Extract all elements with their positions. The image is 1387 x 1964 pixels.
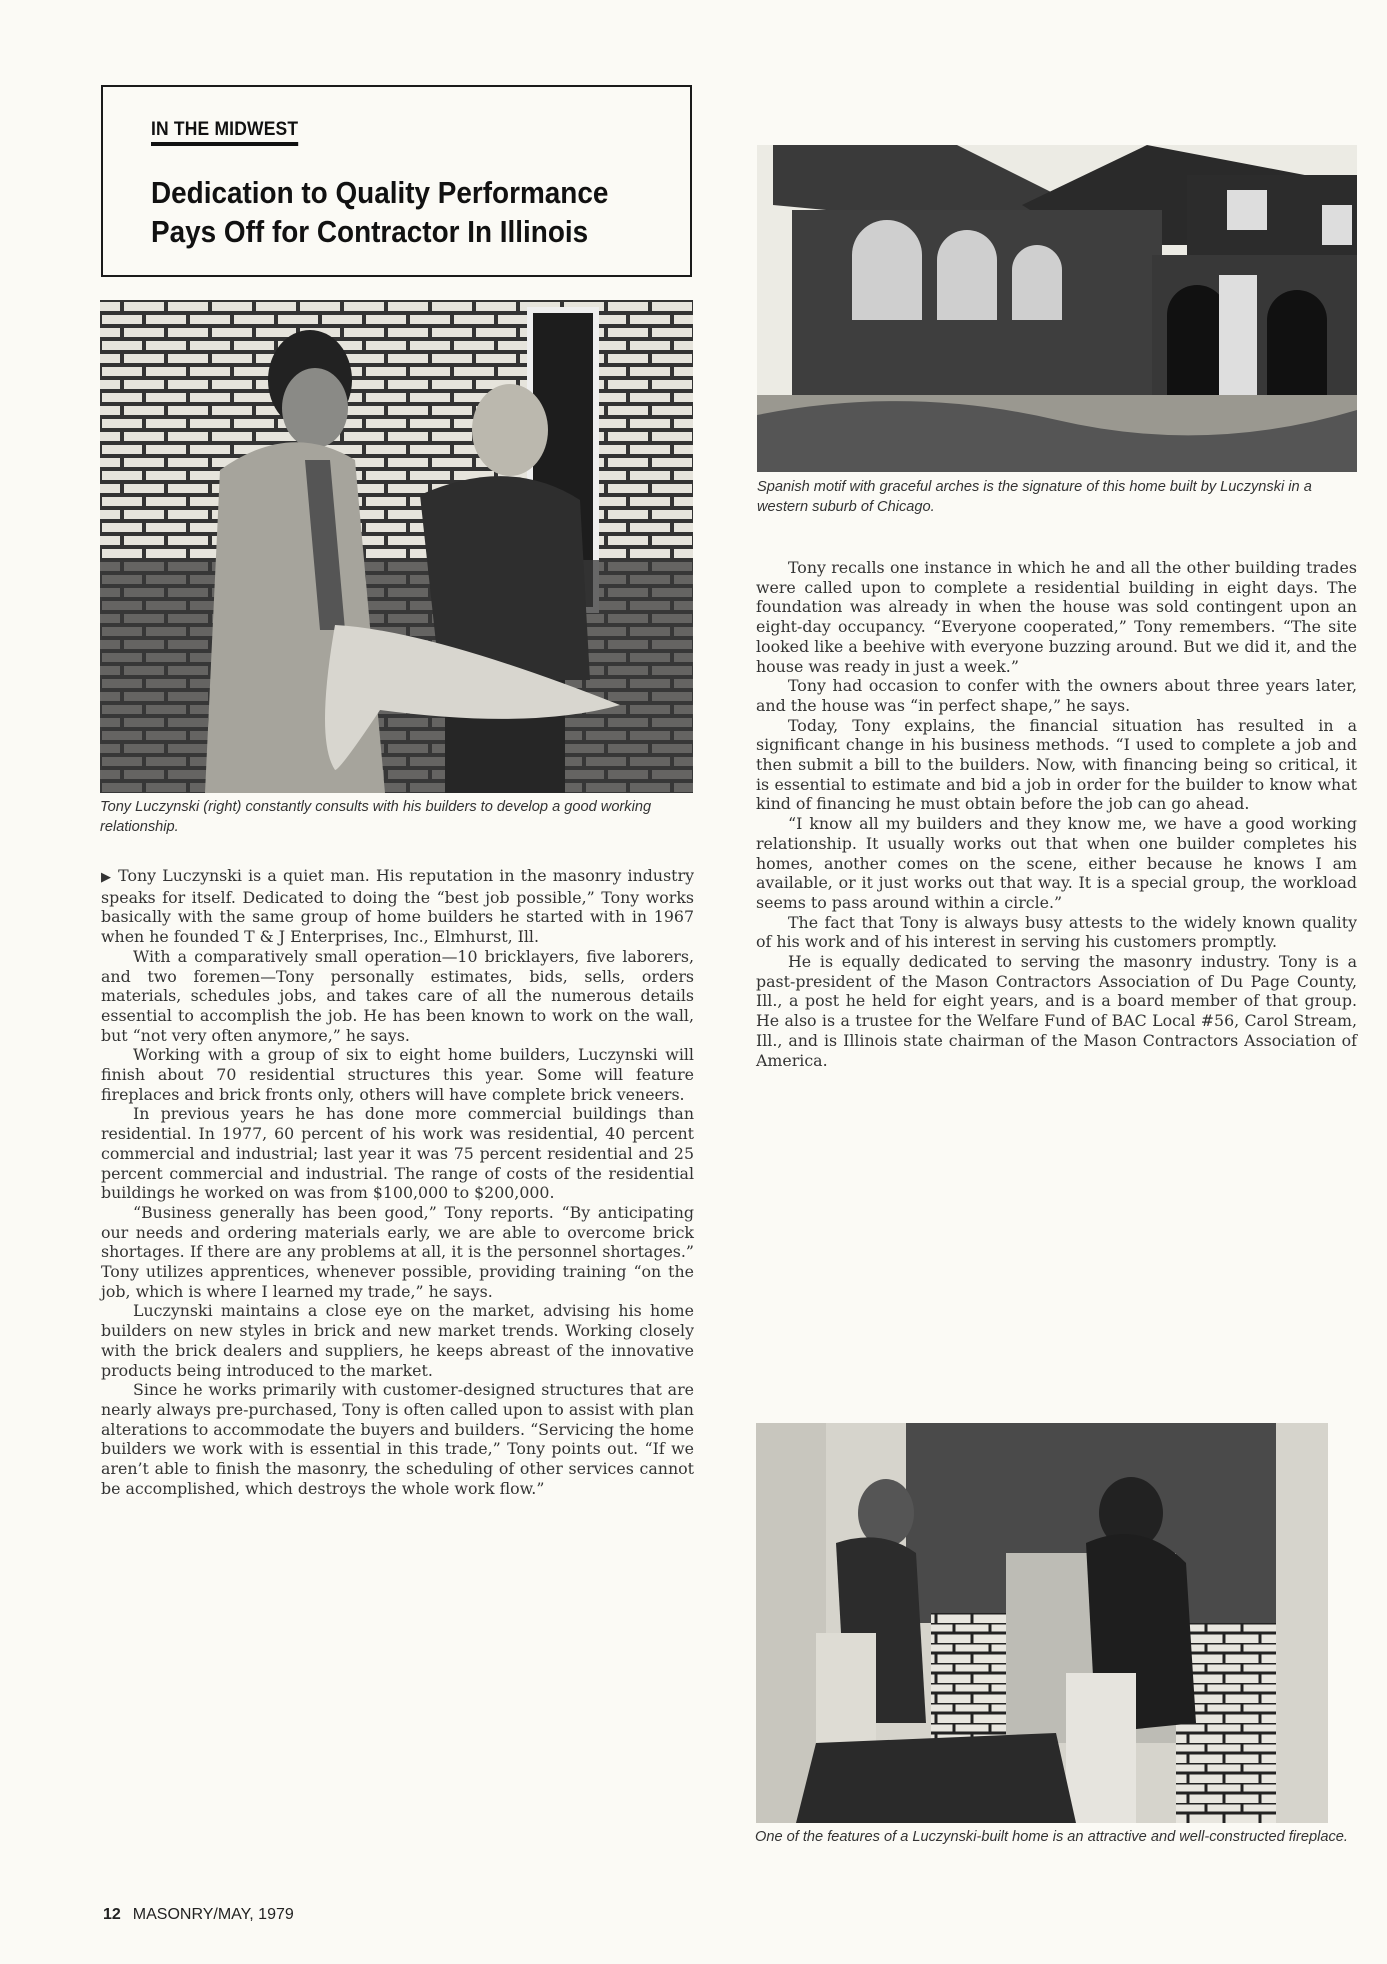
caption-house: Spanish motif with graceful arches is the signature of this home built by Luczynski in a western suburb of Chicago.: [757, 479, 1312, 515]
paragraph: Working with a group of six to eight home builders, Luczynski will finish about 70 residential structures this year. Some will feature fireplaces and brick fronts only, others will have complete brick veneers.: [101, 1045, 694, 1104]
paragraph: Today, Tony explains, the financial situation has resulted in a significant change in his business methods. “I used to complete a job and then submit a bill to the builders. Now, with financing being so critical, it is essential to estimate and bid a job in order for the builder to know what kind of financing he must obtain before the job can go ahead.: [756, 715, 1357, 814]
caption-builders: Tony Luczynski (right) constantly consults with his builders to develop a good working relationship.: [100, 799, 652, 835]
paragraph: [101, 866, 694, 947]
page-footer: [103, 1906, 294, 1924]
triangle-bullet-icon: ▶: [101, 870, 113, 885]
paragraph: In previous years he has done more commercial buildings than residential. In 1977, 60 percent of his work was residential, 40 percent commercial and industrial; last year it was 75 percent residential and 25 percent commercial and industrial. The range of costs of the residential buildings he worked on was from $100,000 to $200,000.: [101, 1104, 694, 1203]
paragraph: Tony had occasion to confer with the owners about three years later, and the house was “in perfect shape,” he says.: [756, 676, 1357, 715]
page-number: 12: [103, 1906, 121, 1923]
photo-builders-image: [100, 300, 693, 793]
paragraph: The fact that Tony is always busy attests to the widely known quality of his work and of his interest in serving his customers promptly.: [756, 912, 1357, 952]
left-column: [101, 866, 694, 1499]
paragraph: Luczynski maintains a close eye on the market, advising his home builders on new styles in brick and new market trends. Working closely with the brick dealers and suppliers, he keeps abreast of the innovative products being introduced to the market.: [101, 1301, 694, 1380]
headline-line-2: Pays Off for Contractor In Illinois: [151, 214, 589, 249]
caption-fireplace: One of the features of a Luczynski-built home is an attractive and well-constructed fireplace.: [755, 1829, 1348, 1845]
section-kicker: IN THE MIDWEST: [151, 119, 298, 146]
headline-line-1: Dedication to Quality Performance: [151, 175, 609, 210]
paragraph-text: Tony Luczynski is a quiet man. His reputation in the masonry industry speaks for itself. Dedicated to doing the “best job possible,” Tony works basically with the same group of home builders he started with in 1967 when he founded T & J Enterprises, Inc., Elmhurst, Ill.: [101, 866, 694, 947]
headline-box: [101, 85, 692, 277]
right-column: [756, 558, 1357, 1070]
paragraph: Tony recalls one instance in which he and all the other building trades were called upon to complete a residential building in eight days. The foundation was already in when the house was sold contingent upon an eight-day occupancy. “Everyone cooperated,” Tony remembers. “The site looked like a beehive with everyone buzzing around. But we did it, and the house was ready in just a week.”: [756, 558, 1357, 676]
publication-line: MASONRY/MAY, 1979: [132, 1906, 294, 1923]
paragraph: Since he works primarily with customer-designed structures that are nearly always pre-purchased, Tony is often called upon to assist with plan alterations to accommodate the buyers and builders. “Servicing the home builders we work with is essential in this trade,” Tony points out. “If we aren’t able to finish the masonry, the scheduling of other services cannot be accomplished, which destroys the whole work flow.”: [101, 1380, 694, 1498]
photo-fireplace: [756, 1423, 1328, 1823]
paragraph: “Business generally has been good,” Tony reports. “By anticipating our needs and ordering materials early, we are able to overcome brick shortages. If there are any problems at all, it is the personnel shortages.” Tony utilizes apprentices, whenever possible, providing training “on the job, which is where I learned my trade,” he says.: [101, 1202, 694, 1301]
paragraph: “I know all my builders and they know me, we have a good working relationship. It usually works out that when one builder completes his homes, another comes on the scene, either because he knows I am available, or it just works out that way. It is a special group, the workload seems to pass around within a circle.”: [756, 814, 1357, 912]
article-headline: [151, 173, 637, 251]
photo-house-image: [757, 145, 1357, 472]
photo-house: [757, 145, 1357, 472]
photo-fireplace-image: [756, 1423, 1328, 1823]
paragraph: He is equally dedicated to serving the masonry industry. Tony is a past-president of the Mason Contractors Association of Du Page County, Ill., a post he held for eight years, and is a board member of that group. He also is a trustee for the Welfare Fund of BAC Local #56, Carol Stream, Ill., and is Illinois state chairman of the Mason Contractors Association of America.: [756, 952, 1357, 1070]
photo-builders: [100, 300, 693, 793]
paragraph: With a comparatively small operation—10 bricklayers, five laborers, and two foremen—Tony personally estimates, bids, sells, orders materials, schedules jobs, and takes care of all the numerous details essential to accomplish the job. He has been known to work on the wall, but “not very often anymore,” he says.: [101, 946, 694, 1045]
